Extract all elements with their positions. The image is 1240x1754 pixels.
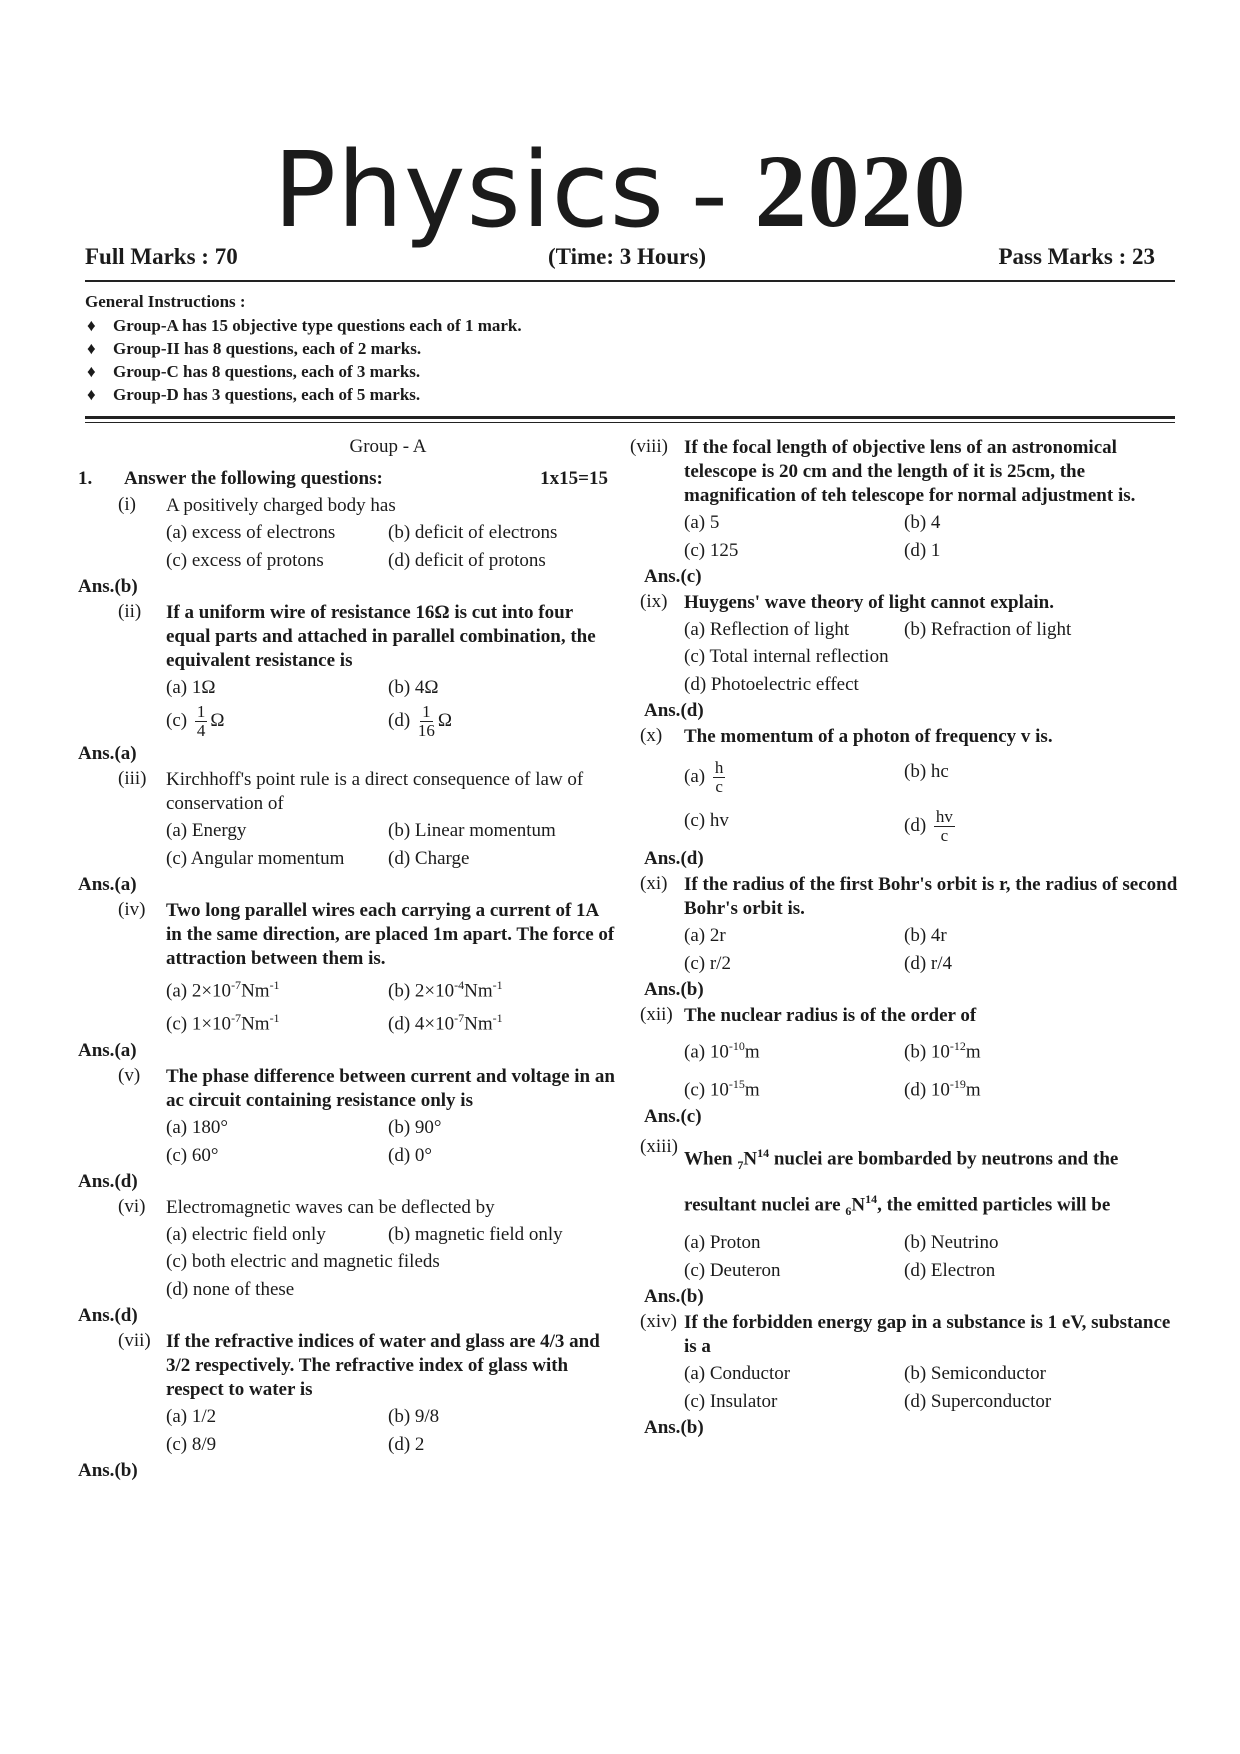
option-c: (c) $1\times 10^{-7}Nm^{-1}$ — [166, 1011, 280, 1035]
option-a: (a) 2r — [684, 925, 726, 946]
options — [684, 923, 1180, 976]
option-d: (d) $\frac{1}{16}$ Ω — [388, 702, 453, 740]
option-d: (d) Superconductor — [904, 1390, 1052, 1412]
question-stem: A positively charged body has — [166, 495, 396, 516]
answer: Ans.(b) — [644, 1416, 704, 1438]
option-a: (a) Energy — [166, 820, 247, 841]
question-roman: (xii) — [640, 1004, 673, 1025]
option-a: (a) 5 — [684, 512, 720, 533]
option-b: (b) Refraction of light — [904, 619, 1072, 640]
question-iii — [78, 768, 618, 871]
question-roman: (ii) — [118, 601, 142, 622]
bullet-icon: ♦ — [87, 316, 96, 335]
question-roman: (x) — [640, 725, 663, 746]
answer: Ans.(d) — [78, 1304, 138, 1326]
bullet-icon: ♦ — [87, 339, 96, 358]
options — [684, 1034, 1180, 1103]
group-a-title: Group - A — [349, 436, 427, 457]
option-a: (a) 1Ω — [166, 677, 216, 698]
option-b: (b) 4 — [904, 512, 941, 533]
option-a: (a) $2\times 10^{-7}Nm^{-1}$ — [166, 978, 280, 1002]
question-v — [78, 1065, 618, 1168]
answer: Ans.(b) — [644, 979, 704, 1000]
question-vi — [78, 1196, 618, 1302]
options — [684, 617, 1180, 642]
options — [684, 1361, 1180, 1414]
question-xiv — [640, 1311, 1180, 1414]
question-number: 1. — [78, 468, 93, 489]
options — [684, 510, 1180, 563]
instruction-item: ♦ Group-C has 8 questions, each of 3 marks. — [87, 362, 421, 381]
option-b: (b) 4r — [904, 925, 947, 946]
answer: Ans.(b) — [78, 1459, 138, 1481]
question-roman: (i) — [118, 494, 136, 515]
option-d: (d) $\frac{hv}{c}$ — [904, 807, 953, 845]
answer: Ans.(a) — [78, 743, 137, 764]
option-c: (c) 125 — [684, 540, 739, 561]
right-column — [630, 436, 1180, 1442]
question-roman: (xi) — [640, 873, 668, 894]
option-d: (d) $10^{-19}m$ — [904, 1077, 981, 1101]
option-b: (b) Semiconductor — [904, 1362, 1046, 1384]
question-instruction: Answer the following questions: — [124, 468, 383, 489]
question-roman: (viii) — [630, 436, 668, 457]
option-a: (a) $\frac{h}{c}$ — [684, 758, 724, 796]
instruction-item: ♦ Group-D has 3 questions, each of 5 marks. — [87, 385, 421, 404]
question-stem: If the forbidden energy gap in a substance is 1 eV, substance is a — [684, 1311, 1171, 1357]
question-stem: The phase difference between current and voltage in an ac circuit containing resistance only is — [166, 1065, 615, 1111]
option-c: (c) Angular momentum — [166, 848, 345, 869]
question-xiii — [640, 1136, 1180, 1283]
answer: Ans.(b) — [644, 1285, 704, 1307]
title-subject: Physics — [273, 129, 665, 251]
option-b: (b) $2\times 10^{-4}Nm^{-1}$ — [388, 978, 503, 1002]
option-c: (c) 60° — [166, 1144, 219, 1166]
option-d: (d) none of these — [166, 1278, 295, 1300]
option-b: (b) 4Ω — [388, 677, 439, 698]
question-roman: (xiii) — [640, 1135, 678, 1157]
question-roman: (vi) — [118, 1195, 146, 1217]
question-stem: If the focal length of objective lens of an astronomical telescope is 20 cm and the length of it is 25cm, the magnification of teh telescope for normal adjustment is. — [684, 437, 1136, 506]
option-a: (a) Reflection of light — [684, 619, 850, 640]
option-a: (a) electric field only — [166, 1223, 326, 1245]
question-stem: Two long parallel wires each carrying a current of 1A in the same direction, are placed 1m apart. The force of attraction between them is. — [166, 900, 615, 969]
page-title — [0, 130, 1240, 252]
option-d: (d) deficit of protons — [388, 550, 546, 571]
general-instructions — [85, 292, 785, 408]
option-b: (b) 90° — [388, 1116, 442, 1138]
question-stem: Kirchhoff's point rule is a direct consequence of law of conservation of — [166, 769, 584, 814]
question-stem: If the refractive indices of water and glass are 4/3 and 3/2 respectively. The refractive index of glass with respect to water is — [166, 1330, 600, 1400]
question-1-header — [78, 468, 618, 490]
option-a: (a) 1/2 — [166, 1405, 217, 1427]
option-b: (b) Linear momentum — [388, 820, 556, 841]
section-divider-thin — [85, 422, 1175, 423]
answer: Ans.(c) — [644, 566, 702, 587]
bullet-icon: ♦ — [87, 362, 96, 381]
options — [166, 1222, 618, 1247]
question-roman: (iv) — [118, 899, 146, 920]
question-stem: The momentum of a photon of frequency v is. — [684, 726, 1053, 747]
answer: Ans.(d) — [644, 848, 704, 869]
options-continued — [684, 644, 1180, 697]
option-b: (b) hc — [904, 761, 949, 782]
answer: Ans.(c) — [644, 1105, 702, 1127]
question-stem: If the radius of the first Bohr's orbit is r, the radius of second Bohr's orbit is. — [684, 874, 1178, 919]
question-stem: Huygens' wave theory of light cannot explain. — [684, 592, 1054, 613]
option-d: (d) 1 — [904, 540, 941, 561]
options-continued — [166, 1249, 618, 1302]
option-c: (c) excess of protons — [166, 550, 324, 571]
question-roman: (iii) — [118, 768, 147, 789]
options — [166, 520, 618, 573]
option-c: (c) Deuteron — [684, 1259, 781, 1281]
instructions-title: General Instructions : — [85, 292, 246, 311]
option-a: (a) $10^{-10}m$ — [684, 1039, 760, 1063]
question-roman: (vii) — [118, 1329, 151, 1351]
answer: Ans.(a) — [78, 1039, 137, 1061]
option-c: (c) Total internal reflection — [684, 646, 889, 667]
options — [684, 1230, 1180, 1283]
answer: Ans.(d) — [644, 700, 704, 721]
answer: Ans.(b) — [78, 576, 138, 597]
left-column — [78, 436, 618, 1485]
full-marks: Full Marks : 70 — [85, 244, 238, 269]
option-b: (b) 9/8 — [388, 1405, 440, 1427]
options — [166, 973, 618, 1037]
option-b: (b) $10^{-12}m$ — [904, 1039, 981, 1063]
exam-time: (Time: 3 Hours) — [548, 244, 707, 269]
option-a: (a) excess of electrons — [166, 522, 336, 543]
header-divider — [85, 280, 1175, 282]
question-i — [78, 494, 618, 573]
section-divider — [85, 416, 1175, 419]
options — [166, 1115, 618, 1168]
option-a: (a) Proton — [684, 1231, 761, 1253]
question-ix — [640, 591, 1180, 697]
option-c: (c) $\frac{1}{4}$ Ω — [166, 702, 225, 740]
option-d: (d) 0° — [388, 1144, 433, 1166]
bullet-icon: ♦ — [87, 385, 96, 404]
instruction-item: ♦ Group-A has 15 objective type questions each of 1 mark. — [87, 316, 522, 335]
options — [684, 759, 1180, 845]
instructions-list — [85, 316, 785, 405]
option-d: (d) Charge — [388, 848, 470, 869]
option-d: (d) r/4 — [904, 953, 953, 974]
question-roman: (xiv) — [640, 1310, 677, 1332]
instruction-item: ♦ Group-II has 8 questions, each of 2 marks. — [87, 339, 422, 358]
question-roman: (ix) — [640, 591, 668, 612]
question-vii — [78, 1330, 618, 1457]
question-xi — [640, 873, 1180, 976]
option-d: (d) $4\times 10^{-7}Nm^{-1}$ — [388, 1011, 503, 1035]
option-c: (c) 8/9 — [166, 1433, 217, 1455]
question-xii — [640, 1004, 1180, 1103]
title-year: 2020 — [754, 134, 967, 249]
option-c: (c) Insulator — [684, 1390, 778, 1412]
option-c: (c) $10^{-15}m$ — [684, 1077, 760, 1101]
option-d: (d) Photoelectric effect — [684, 674, 859, 695]
question-stem: If a uniform wire of resistance 16Ω is cut into four equal parts and attached in parallel combination, the equivalent resistance is — [166, 602, 596, 671]
question-stem: The nuclear radius is of the order of — [684, 1005, 977, 1026]
question-marks: 1x15=15 — [540, 468, 608, 489]
question-viii — [630, 436, 1180, 563]
question-iv — [78, 899, 618, 1037]
options — [166, 675, 618, 740]
question-stem: When $_7N^{14}$ nuclei are bombarded by neutrons and the resultant nuclei are $_6N^{14}$, the emitted particles will be — [684, 1145, 1119, 1218]
pass-marks: Pass Marks : 23 — [998, 244, 1155, 269]
option-d: (d) Electron — [904, 1259, 996, 1281]
option-c: (c) r/2 — [684, 953, 731, 974]
options — [166, 818, 618, 871]
option-d: (d) 2 — [388, 1433, 425, 1455]
answer: Ans.(d) — [78, 1170, 138, 1192]
option-b: (b) magnetic field only — [388, 1223, 563, 1245]
question-stem: Electromagnetic waves can be deflected by — [166, 1196, 495, 1218]
question-ii — [78, 601, 618, 740]
option-a: (a) Conductor — [684, 1362, 791, 1384]
question-x — [640, 725, 1180, 845]
title-separator: - — [691, 134, 728, 249]
option-a: (a) 180° — [166, 1116, 228, 1138]
option-c: (c) hv — [684, 810, 729, 831]
option-b: (b) Neutrino — [904, 1231, 999, 1253]
option-c: (c) both electric and magnetic fileds — [166, 1250, 440, 1272]
options — [166, 1404, 618, 1457]
option-b: (b) deficit of electrons — [388, 522, 558, 543]
question-roman: (v) — [118, 1064, 141, 1086]
answer: Ans.(a) — [78, 874, 137, 895]
